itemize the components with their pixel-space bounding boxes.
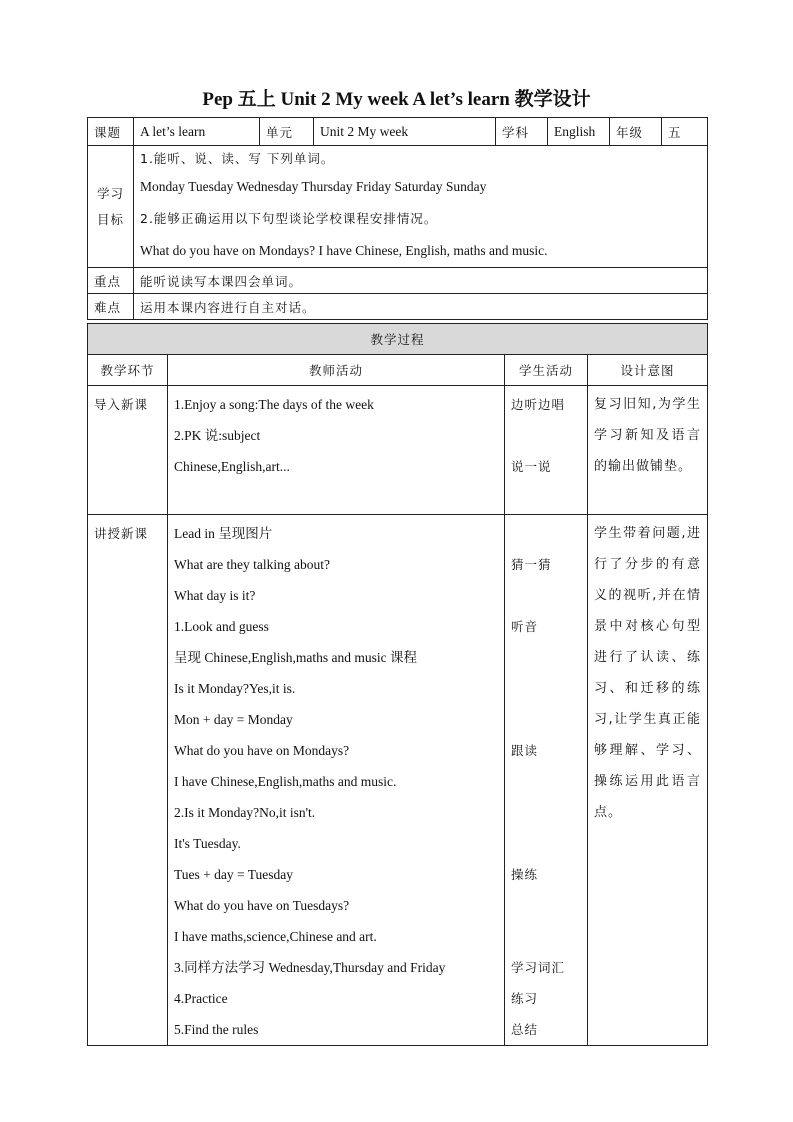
teacher-activity-line: 2.Is it Monday?No,it isn't. [174,805,316,820]
student-activity-line [511,673,581,704]
difficulty-text: 运用本课内容进行自主对话。 [134,294,708,320]
col-header-student: 学生活动 [505,355,588,386]
teacher-activity-line: 2.PK 说:subject [174,428,261,443]
difficulty-label: 难点 [88,294,134,320]
unit-label: 单元 [260,118,314,146]
intro-intent [588,386,708,515]
student-activity-line: 听音 [511,619,539,634]
teacher-activity-line: What day is it? [174,588,256,603]
student-activity-line [511,828,581,859]
teacher-activity-line: Lead in 呈现图片 [174,526,273,541]
teacher-activity-line: I have Chinese,English,maths and music. [174,774,397,789]
student-activity-line [511,420,581,451]
goals-label-line1: 学习 [96,185,124,201]
unit-value: Unit 2 My week [314,118,496,146]
col-header-stage: 教学环节 [88,355,168,386]
student-activity-line [511,766,581,797]
info-table [87,117,708,146]
subject-value: English [548,118,610,146]
teacher-activity-line: What do you have on Mondays? [174,743,350,758]
student-activity-line: 猜一猜 [511,557,552,572]
goals-label [88,146,134,268]
teacher-activity-line: 3.同样方法学习 Wednesday,Thursday and Friday [174,960,446,975]
student-activity-line [511,890,581,921]
teacher-activity-line: 1.Enjoy a song:The days of the week [174,397,374,412]
new-stage [88,515,168,1046]
teacher-activity-line: 5.Find the rules [174,1022,259,1037]
student-activity-line [511,704,581,735]
student-activity-line: 学习词汇 [511,960,566,975]
teacher-activity-line: 呈现 Chinese,English,maths and music 课程 [174,650,417,665]
intro-student [505,386,588,515]
new-intent-text: 学生带着问题,进行了分步的有意义的视听,并在情景中对核心句型进行了认读、练习、和迁移的练习,让学生真正能够理解、学习、操练运用此语言点。 [594,526,702,820]
goal-line: What do you have on Mondays? I have Chinese, English, maths and music. [140,243,548,258]
teacher-activity-line: I have maths,science,Chinese and art. [174,929,377,944]
focus-text: 能听说读写本课四会单词。 [134,268,708,294]
grade-label: 年级 [610,118,662,146]
goal-line: 1.能听、说、读、写 下列单词。 [140,151,335,166]
intro-intent-text: 复习旧知,为学生学习新知及语言的输出做铺垫。 [594,397,702,474]
student-activity-line: 总结 [511,1022,539,1037]
col-header-intent: 设计意图 [588,355,708,386]
student-activity-line: 操练 [511,867,539,882]
student-activity-line [511,797,581,828]
new-intent [588,515,708,1046]
goal-line: 2.能够正确运用以下句型谈论学校课程安排情况。 [140,211,438,226]
goals-content [134,146,708,268]
student-activity-line [511,642,581,673]
teacher-activity-line: 1.Look and guess [174,619,269,634]
intro-stage-label: 导入新课 [94,397,149,412]
new-student [505,515,588,1046]
goal-line: Monday Tuesday Wednesday Thursday Friday Saturday Sunday [140,179,487,194]
student-activity-line: 边听边唱 [511,397,566,412]
student-activity-line [511,518,581,549]
teacher-activity-line: Is it Monday?Yes,it is. [174,681,296,696]
subject-label: 学科 [496,118,548,146]
new-stage-label: 讲授新课 [94,526,149,541]
intro-stage [88,386,168,515]
student-activity-line [511,580,581,611]
topic-value: A let’s learn [134,118,260,146]
goals-label-line2: 目标 [96,211,124,227]
col-header-teacher: 教师活动 [168,355,505,386]
process-table [87,323,708,1046]
student-activity-line: 说一说 [511,459,552,474]
teacher-activity-line: Mon + day = Monday [174,712,293,727]
teacher-activity-line: 4.Practice [174,991,228,1006]
focus-label: 重点 [88,268,134,294]
topic-label: 课题 [88,118,134,146]
process-header: 教学过程 [88,324,708,355]
page-title: Pep 五上 Unit 2 My week A let’s learn 教学设计 [202,89,591,110]
teacher-activity-line: Tues + day = Tuesday [174,867,294,882]
teacher-activity-line: Chinese,English,art... [174,459,290,474]
student-activity-line [511,921,581,952]
goals-table [87,145,708,320]
intro-row [88,386,708,515]
new-lesson-row [88,515,708,1046]
student-activity-line: 跟读 [511,743,539,758]
new-teacher [168,515,505,1046]
teacher-activity-line: What are they talking about? [174,557,330,572]
student-activity-line: 练习 [511,991,539,1006]
grade-value: 五 [662,118,708,146]
teacher-activity-line: It's Tuesday. [174,836,241,851]
intro-teacher [168,386,505,515]
teacher-activity-line: What do you have on Tuesdays? [174,898,350,913]
